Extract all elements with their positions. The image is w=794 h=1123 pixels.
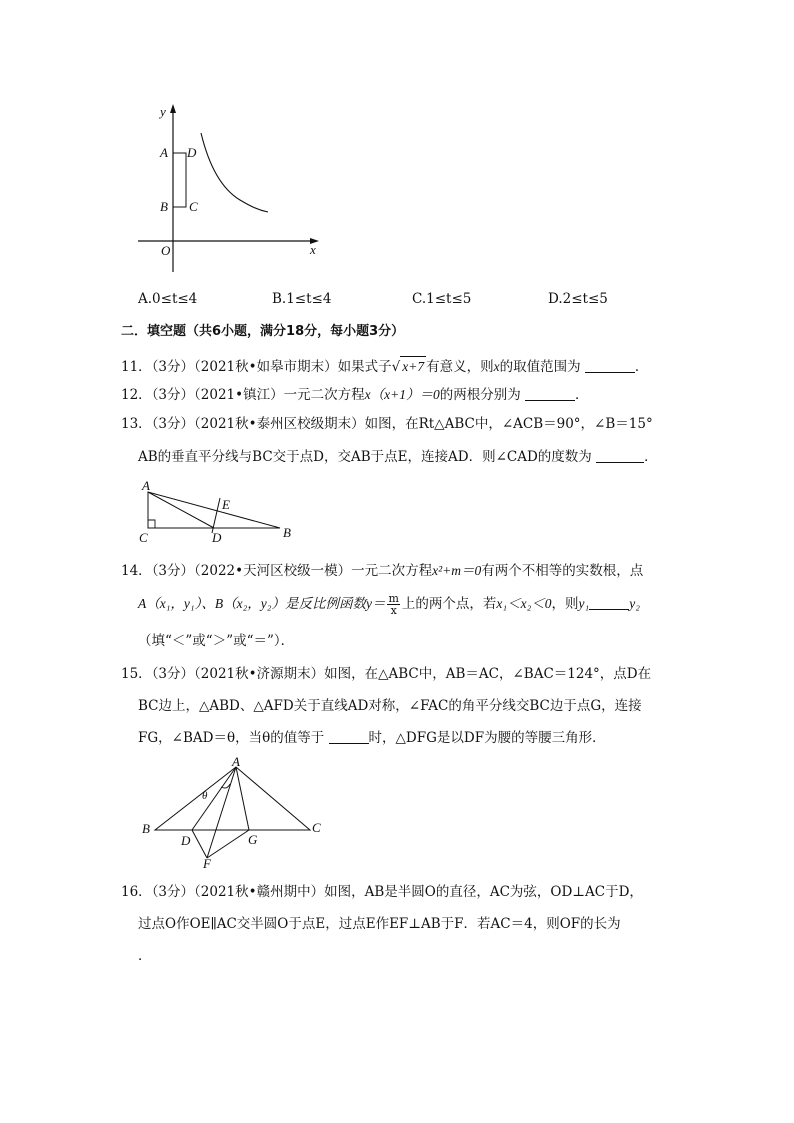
question-16-line-2: 过点O作OE∥AC交半圆O于点E，过点E作EF⊥AB于F．若AC＝4，则OF的长为: [138, 916, 621, 932]
question-13-line-1: 13．（3分）（2021秋•泰州区校级期末）如图，在Rt△ABC中，∠ACB＝90°，∠B＝15°: [121, 416, 653, 432]
q13-answer-blank[interactable]: [596, 448, 644, 463]
q15-label-c: C: [312, 820, 321, 835]
graph-x-label: x: [310, 242, 316, 257]
hyperbola-curve: [201, 133, 268, 212]
graph-point-c: C: [189, 199, 198, 214]
right-angle-mark: [148, 520, 155, 528]
q13-label-c: C: [139, 530, 148, 545]
segment-ad: [148, 492, 214, 528]
segment-df: [192, 830, 207, 858]
question-14-line-2: A（x₁，y₁）、B（x₂，y₂）是反比例函数y＝ $\frac{m}{x}$ 上的两个点，若x₁＜x₂＜0，则y₁ y₂: [138, 592, 640, 617]
q13-label-b: B: [283, 525, 291, 540]
q15-label-b: B: [142, 821, 150, 836]
q15-label-d: D: [181, 833, 191, 848]
q10-option-c: C.1≤t≤5: [412, 291, 472, 307]
question-16-line-3: ．: [138, 948, 152, 964]
q15-answer-blank[interactable]: [329, 729, 369, 744]
graph-y-label: y: [160, 104, 166, 119]
q11-number: 11．: [121, 359, 152, 375]
q15-number: 15．: [121, 666, 152, 682]
question-15-line-3: FG，∠BAD＝θ，当θ的值等于 时，△DFG是以DF为腰的等腰三角形．: [138, 730, 606, 746]
question-11: 11．（3分）（2021秋•如皋市期末）如果式子√ x+7 有意义，则x的取值范围为 ．: [121, 356, 648, 377]
q13-label-a: A: [142, 478, 150, 493]
q12-answer-blank[interactable]: [525, 386, 575, 401]
q15-label-g: G: [248, 832, 258, 847]
q13-label-d: D: [212, 530, 222, 545]
rectangle-abcd: [173, 153, 186, 207]
q15-triangle-figure: [145, 760, 325, 870]
q14-number: 14．: [121, 563, 152, 579]
segment-fg: [207, 830, 249, 858]
y-axis-arrow: [170, 104, 176, 113]
q12-number: 12．: [121, 387, 152, 403]
question-15-line-1: 15．（3分）（2021秋•济源期末）如图，在△ABC中，AB＝AC，∠BAC＝124°，点D在: [121, 666, 652, 682]
q14-answer-blank[interactable]: [589, 595, 629, 610]
function-graph: [130, 100, 330, 280]
q13-label-e: E: [222, 497, 230, 512]
q15-label-theta: θ: [202, 790, 208, 802]
section-2-heading: 二．填空题（共6小题，满分18分，每小题3分）: [121, 324, 405, 339]
question-12: 12．（3分）（2021•镇江）一元二次方程x（x+1）＝0的两根分别为 ．: [121, 387, 589, 403]
graph-point-b: B: [160, 199, 168, 214]
q14-fraction: $\frac{m}{x}$: [388, 592, 399, 617]
q11-answer-blank[interactable]: [585, 358, 635, 373]
q11-sqrt: x+7: [400, 356, 426, 377]
q10-option-b: B.1≤t≤4: [272, 291, 332, 307]
segment-af: [207, 767, 236, 858]
q15-label-a: A: [232, 754, 240, 769]
question-14-line-1: 14．（3分）（2022•天河区校级一模）一元二次方程x²+m＝0有两个不相等的实数根，点: [121, 563, 644, 579]
graph-point-d: D: [187, 145, 197, 160]
q10-option-a: A.0≤t≤4: [138, 291, 198, 307]
q15-label-f: F: [203, 856, 211, 871]
q16-number: 16．: [121, 884, 152, 900]
question-13-line-2: AB的垂直平分线与BC交于点D，交AB于点E，连接AD．则∠CAD的度数为 ．: [138, 449, 658, 465]
question-15-line-2: BC边上，△ABD、△AFD关于直线AD对称，∠FAC的角平分线交BC边于点G，连接: [138, 698, 642, 714]
q10-option-d: D.2≤t≤5: [548, 291, 608, 307]
q13-number: 13．: [121, 416, 152, 432]
graph-point-a: A: [160, 145, 168, 160]
graph-origin-label: O: [161, 243, 171, 258]
segment-ad: [192, 767, 236, 830]
question-14-line-3: （填“＜”或“＞”或“＝”）．: [138, 633, 295, 649]
question-16-line-1: 16．（3分）（2021秋•赣州期中）如图，AB是半圆O的直径，AC为弦，OD⊥AC于D，: [121, 884, 643, 900]
